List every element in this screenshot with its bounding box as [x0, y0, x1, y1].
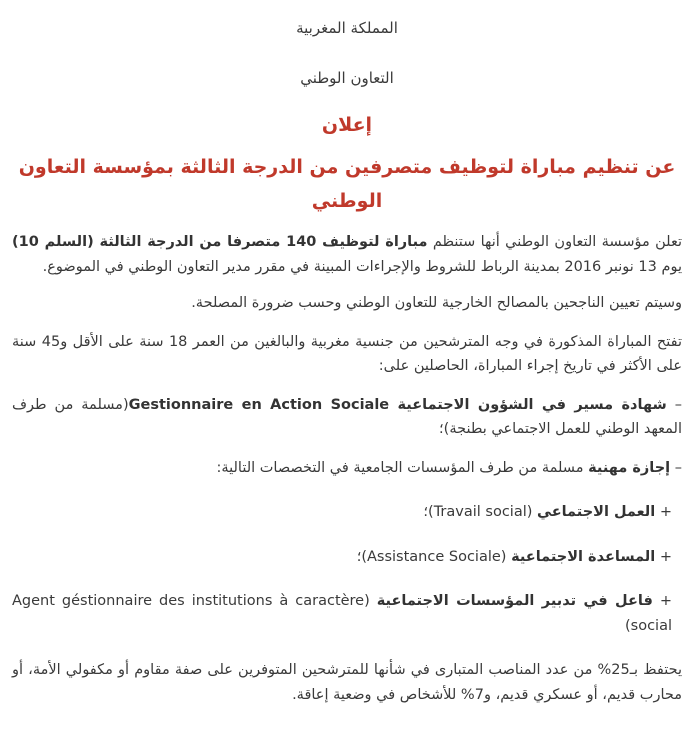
- specialty-social-work: [12, 500, 682, 525]
- specialty-plus: +: [655, 548, 672, 565]
- requirement-license-bold: إجازة مهنية: [588, 459, 671, 476]
- paragraph-intro: [12, 230, 682, 279]
- specialty-social-work-fr: (Travail social)؛: [423, 504, 538, 520]
- specialty-plus: +: [655, 504, 672, 520]
- kingdom-heading: المملكة المغربية: [296, 19, 398, 37]
- announcement-subtitle: عن تنظيم مباراة لتوظيف متصرفين من الدرجة الثالثة بمؤسسة التعاون الوطني: [18, 156, 676, 212]
- specialty-social-work-bold: العمل الاجتماعي: [537, 504, 656, 520]
- announcement-title: إعلان: [321, 114, 373, 136]
- requirement-diploma-bold: شهادة مسير في الشؤون الاجتماعية Gestionnaire en Action Sociale: [128, 396, 667, 413]
- specialty-institution-agent-fr: (Agent géstionnaire des institutions à caractère social): [12, 593, 672, 634]
- requirement-license: [12, 456, 682, 481]
- requirement-diploma: [12, 393, 682, 442]
- specialty-institution-agent-bold: فاعل في تدبير المؤسسات الاجتماعية: [376, 593, 653, 609]
- intro-text-end: يوم 13 نونبر 2016 بمدينة الرباط للشروط والإجراءات المبينة في مقرر مدير التعاون الوطني في الموضوع.: [42, 258, 682, 275]
- requirement-license-note: مسلمة من طرف المؤسسات الجامعية في التخصصات التالية:: [216, 459, 589, 476]
- institution-heading: التعاون الوطني: [300, 69, 394, 87]
- paragraph-eligibility: تفتح المباراة المذكورة في وجه المترشحين من جنسية مغربية والبالغين من العمر 18 سنة على الأقل و45 سنة على الأكثر في تاريخ إجراء المباراة، الحاصلين على:: [12, 333, 682, 374]
- paragraph-assignment: وسيتم تعيين الناجحين بالمصالح الخارجية للتعاون الوطني وحسب ضرورة المصلحة.: [191, 295, 682, 311]
- requirement-dash: –: [670, 459, 682, 476]
- specialty-social-assistance-bold: المساعدة الاجتماعية: [511, 548, 656, 565]
- intro-text-bold: مباراة لتوظيف 140 متصرفا من الدرجة الثالثة (السلم 10): [12, 234, 428, 250]
- specialty-institution-agent: [12, 589, 682, 638]
- specialty-plus: +: [652, 593, 672, 609]
- specialty-social-assistance: [12, 545, 682, 570]
- requirement-dash: –: [666, 396, 682, 413]
- specialty-social-assistance-fr: (Assistance Sociale)؛: [356, 548, 512, 565]
- paragraph-reserved-posts: يحتفظ بـ25% من عدد المناصب المتبارى في شأنها للمترشحين المتوفرين على صفة مقاوم أو مكفولي الأمة، أو محارب قديم، أو عسكري قديم، و7% للأشخاص في وضعية إعاقة.: [12, 662, 682, 703]
- requirement-diploma-note: (مسلمة من طرف المعهد الوطني للعمل الاجتماعي بطنجة)؛: [12, 396, 682, 437]
- intro-text-start: تعلن مؤسسة التعاون الوطني أنها ستنظم: [427, 234, 682, 250]
